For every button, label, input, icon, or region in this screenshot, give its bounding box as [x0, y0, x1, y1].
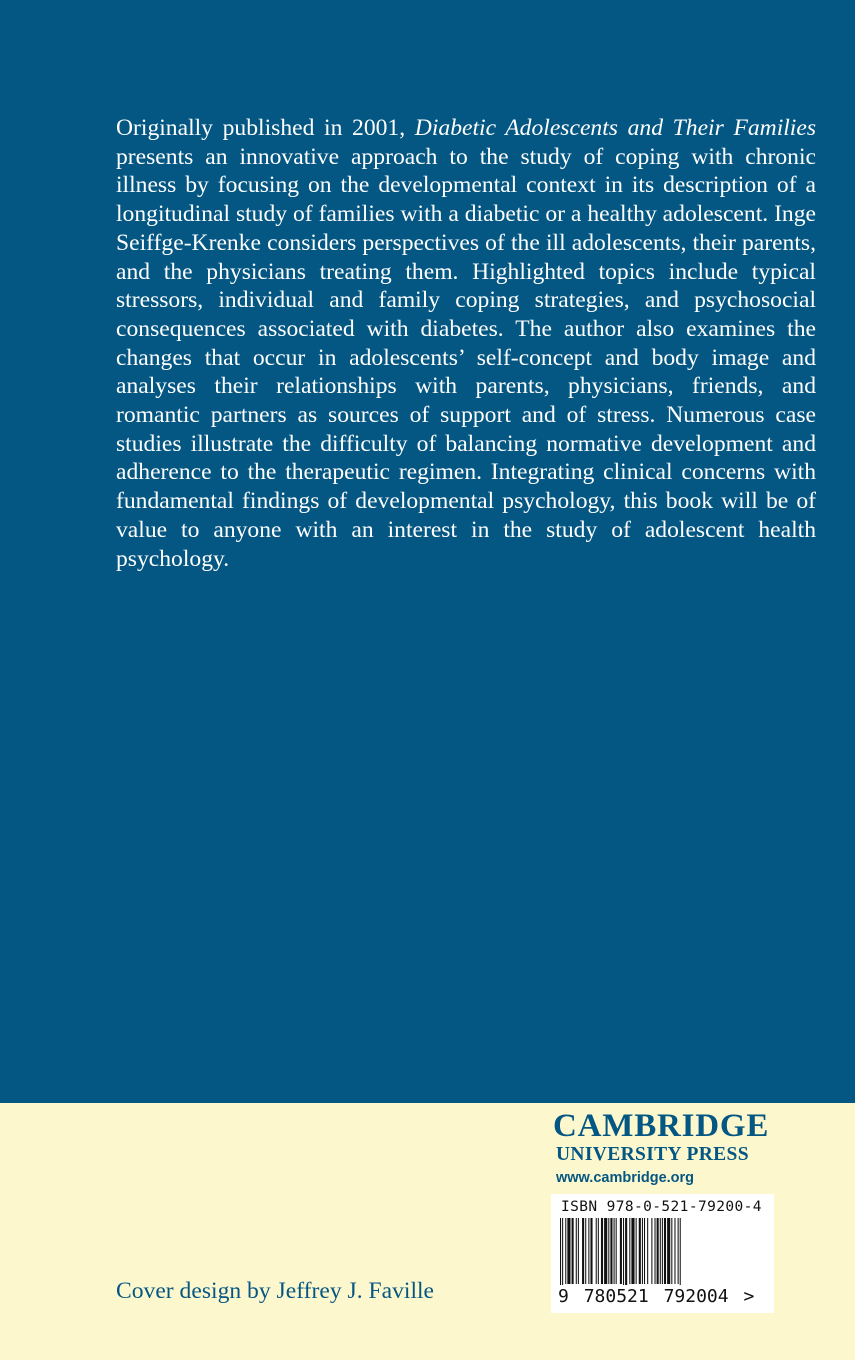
barcode-bar: [608, 1218, 609, 1284]
barcode-bar: [625, 1218, 627, 1294]
barcode-bar: [680, 1218, 681, 1294]
barcode-bar: [598, 1218, 599, 1284]
book-title: Diabetic Adolescents and Their Families: [414, 115, 817, 141]
barcode-bar: [616, 1218, 617, 1284]
barcode-bar: [657, 1218, 659, 1284]
barcode-bar: [660, 1218, 661, 1284]
barcode-bar: [588, 1218, 589, 1284]
barcode-bar: [631, 1218, 634, 1284]
barcode-bar: [604, 1218, 607, 1284]
barcode-bar: [560, 1218, 561, 1294]
barcode-bar: [576, 1218, 577, 1284]
barcode-bar: [610, 1218, 612, 1284]
barcode-bar: [562, 1218, 563, 1294]
publisher-name: CAMBRIDGE: [553, 1108, 770, 1144]
barcode-bar: [664, 1218, 666, 1284]
description-body: presents an innovative approach to the study of coping with chronic illness by focusing on the developmental context in its description of a longitudinal study of families with a diabetic or a healthy adolescent. Inge Seiffge-Krenke considers perspectives of the ill adolescents, their parents, and the physicians treating them. Highlighted topics include typical stressors, individual and family coping strategies, and psychosocial consequences associated with diabetes. The author also examines the changes that occur in adolescents’ self-concept and body image and analyses their relationships with parents, physicians, friends, and romantic partners as sources of support and of stress. Numerous case studies illustrate the difficulty of balancing normative development and adherence to the therapeutic regimen. Integrating clinical concerns with fundamental findings of developmental psychology, this book will be of value to anyone with an interest in the study of adolescent health psychology.: [116, 143, 816, 572]
barcode-bar: [572, 1218, 574, 1284]
barcode-bar: [565, 1218, 566, 1284]
description-lead: Originally published in 2001,: [116, 115, 415, 141]
barcode-bar: [644, 1218, 645, 1284]
isbn-label: ISBN 978-0-521-79200-4: [561, 1199, 762, 1215]
barcode-bar: [614, 1218, 615, 1284]
barcode-bar: [620, 1218, 622, 1284]
barcode-bar: [567, 1218, 570, 1284]
barcode-number: [556, 1285, 776, 1309]
barcode-bar: [601, 1218, 603, 1284]
barcode-bar: [590, 1218, 592, 1284]
barcode-bar: [671, 1218, 672, 1284]
barcode-bar: [667, 1218, 670, 1284]
publisher-subtitle: UNIVERSITY PRESS: [556, 1144, 749, 1165]
barcode-bar: [582, 1218, 584, 1284]
book-description: [116, 114, 816, 573]
barcode-bar: [662, 1218, 663, 1284]
barcode-bar: [647, 1218, 648, 1284]
barcode-right-group: 792004: [663, 1286, 729, 1307]
barcode-left-group: 780521: [583, 1286, 649, 1307]
cover-design-credit: Cover design by Jeffrey J. Faville: [116, 1278, 435, 1304]
barcode-bar: [642, 1218, 643, 1284]
barcode-bar: [629, 1218, 630, 1284]
publisher-url[interactable]: www.cambridge.org: [556, 1170, 695, 1186]
barcode-bar: [623, 1218, 624, 1294]
barcode-leading-digit: 9: [558, 1286, 569, 1307]
barcode-bar: [578, 1218, 579, 1284]
barcode-bar: [655, 1218, 656, 1284]
barcode-bar: [651, 1218, 652, 1284]
barcode-bar: [636, 1218, 637, 1284]
barcode-bar: [674, 1218, 675, 1284]
barcode-bar: [678, 1218, 679, 1284]
barcode-bar: [639, 1218, 641, 1284]
barcode-bar: [596, 1218, 597, 1284]
barcode-bar: [585, 1218, 586, 1284]
barcode-quiet-zone-marker: >: [743, 1286, 755, 1307]
